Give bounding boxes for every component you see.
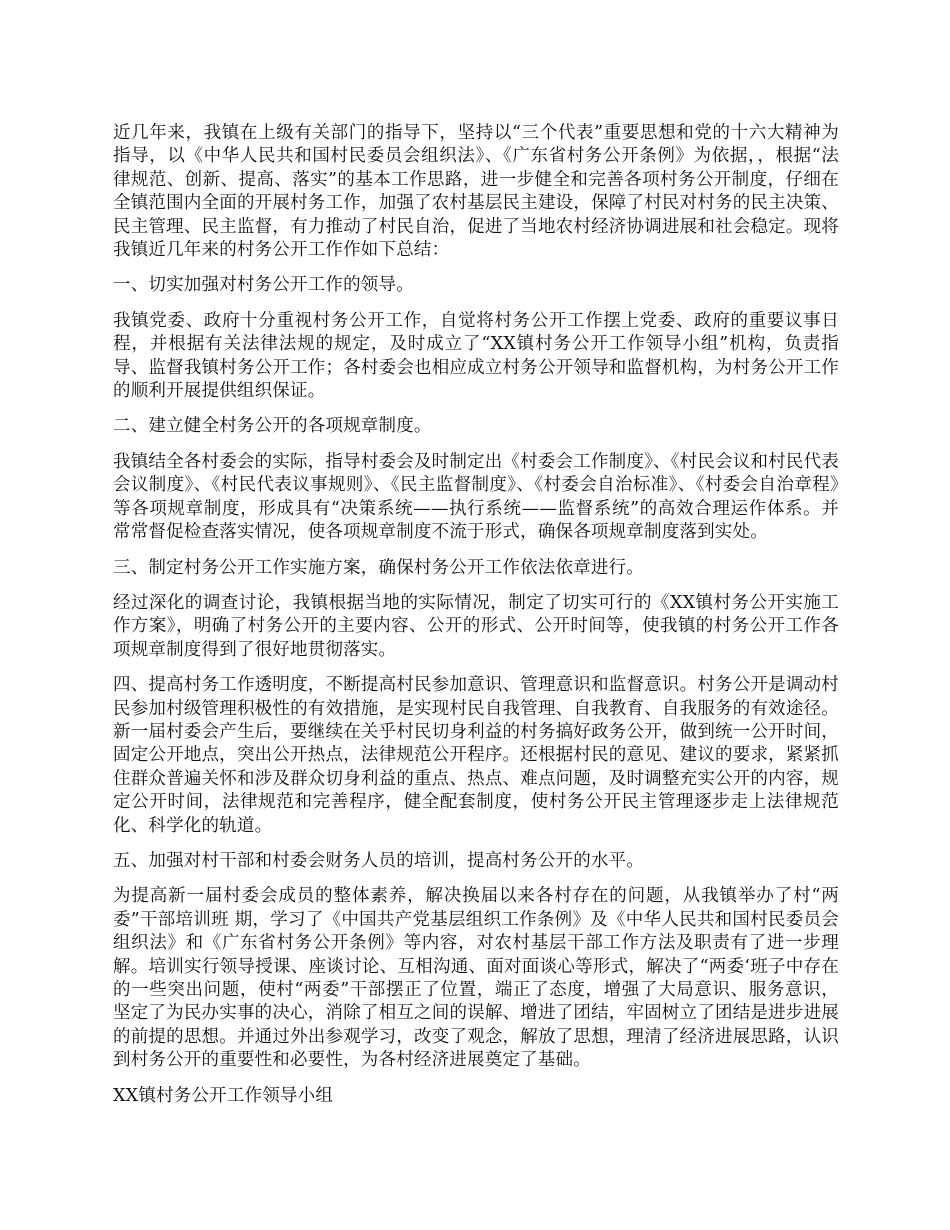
signature-line: XX镇村务公开工作领导小组	[113, 1085, 334, 1106]
section-heading-3: 三、制定村务公开工作实施方案，确保村务公开工作依法依章进行。	[113, 557, 644, 578]
section-heading-5: 五、加强对村干部和村委会财务人员的培训，提高村务公开的水平。	[113, 850, 644, 871]
section-heading-1: 一、切实加强对村务公开工作的领导。	[113, 275, 414, 296]
section-4-paragraph: 四、提高村务工作透明度，不断提高村民参加意识、管理意识和监督意识。村务公开是调动村民参加村级管理积极性的有效措施，是实现村民自我管理、自我教育、自我服务的有效途径。新一届村委会产生后，要继续在关乎村民切身利益的村务搞好政务公开，做到统一公开时间，固定公开地点，突出公开热点，法律规范公开程序。还根据村民的意见、建议的要求，紧紧抓住群众普遍关怀和涉及群众切身利益的重点、热点、难点问题，及时调整充实公开的内容，规定公开时间，法律规范和完善程序，健全配套制度，使村务公开民主管理逐步走上法律规范化、科学化的轨道。	[113, 675, 839, 836]
section-body-3: 经过深化的调查讨论，我镇根据当地的实际情况，制定了切实可行的《XX镇村务公开实施工作方案》，明确了村务公开的主要内容、公开的形式、公开时间等，使我镇的村务公开工作各项规章制度得到了很好地贯彻落实。	[113, 592, 839, 660]
document-body	[113, 122, 839, 1108]
intro-paragraph: 近几年来，我镇在上级有关部门的指导下，坚持以“三个代表”重要思想和党的十六大精神为指导，以《中华人民共和国村民委员会组织法》、《广东省村务公开条例》为依据，，根据“法律规范、创新、提高、落实”的基本工作思路，进一步健全和完善各项村务公开制度，仔细在全镇范围内全面的开展村务工作，加强了农村基层民主建设，保障了村民对村务的民主决策、民主管理、民主监督，有力推动了村民自治，促进了当地农村经济协调进展和社会稳定。现将我镇近几年来的村务公开工作作如下总结：	[113, 123, 839, 261]
section-body-1: 我镇党委、政府十分重视村务公开工作，自觉将村务公开工作摆上党委、政府的重要议事日程，并根据有关法律法规的规定，及时成立了“XX镇村务公开工作领导小组”机构，负责指导、监督我镇村务公开工作；各村委会也相应成立村务公开领导和监督机构，为村务公开工作的顺利开展提供组织保证。	[113, 310, 839, 402]
section-body-5: 为提高新一届村委会成员的整体素养，解决换届以来各村存在的问题，从我镇举办了村“两委”干部培训班 期，学习了《中国共产党基层组织工作条例》及《中华人民共和国村民委员会组织法》和《广东省村务公开条例》等内容，对农村基层干部工作方法及职责有了进一步理解。培训实行领导授课、座谈讨论、互相沟通、面对面谈心等形式，解决了“两委‘班子中存在的一些突出问题，使村“两委”干部摆正了位置，端正了态度，增强了大局意识、服务意识，坚定了为民办实事的决心，消除了相互之间的误解、增进了团结，牢固树立了团结是进步进展的前提的思想。并通过外出参观学习，改变了观念，解放了思想，理清了经济进展思路，认识到村务公开的重要性和必要性，为各村经济进展奠定了基础。	[113, 886, 839, 1071]
section-body-2: 我镇结全各村委会的实际，指导村委会及时制定出《村委会工作制度》、《村民会议和村民代表会议制度》、《村民代表议事规则》、《民主监督制度》、《村委会自治标准》、《村委会自治章程》等各项规章制度，形成具有“决策系统——执行系统——监督系统”的高效合理运作体系。并常常督促检查落实情况，使各项规章制度不流于形式，确保各项规章制度落到实处。	[113, 451, 839, 543]
section-heading-2: 二、建立健全村务公开的各项规章制度。	[113, 416, 432, 437]
